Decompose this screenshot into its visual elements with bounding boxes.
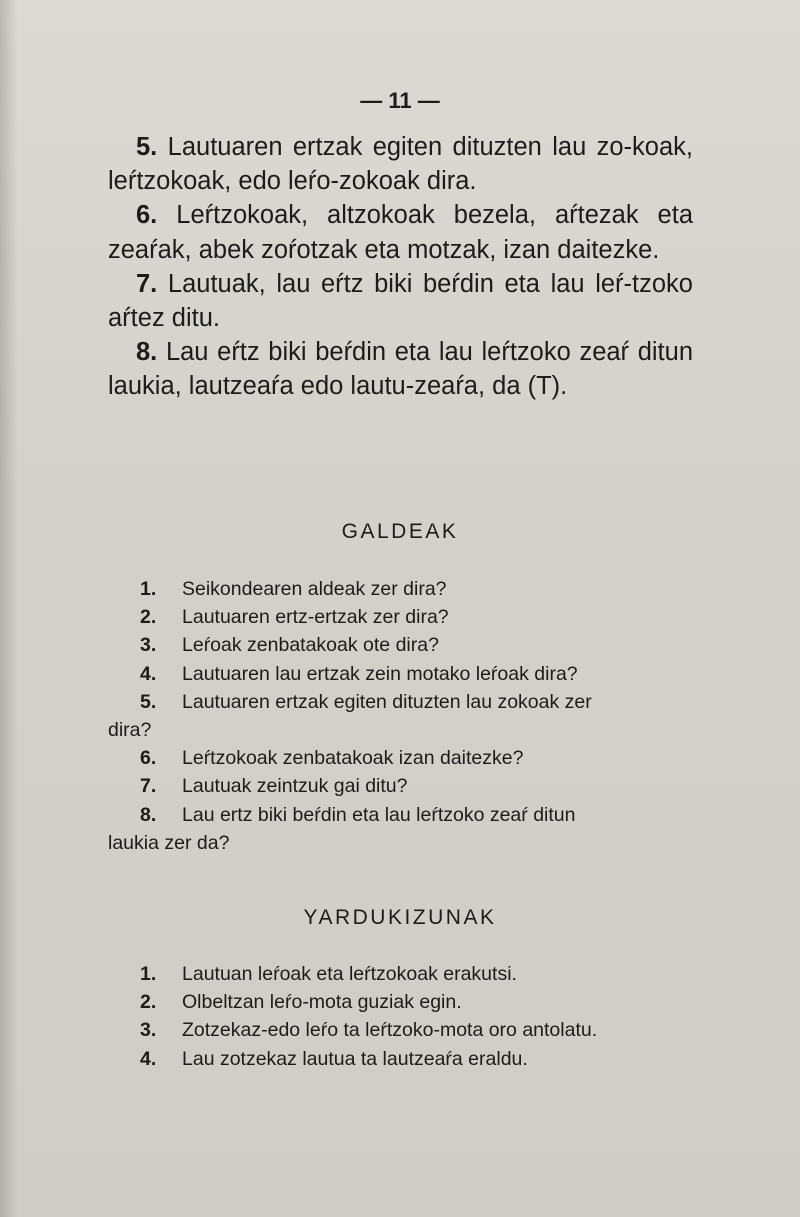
list-item xyxy=(108,1016,693,1044)
item-number: 5. xyxy=(140,690,157,713)
page-gutter-shadow xyxy=(0,0,18,1217)
paragraph-text: Leŕtzokoak, altzokoak bezela, aŕtezak eta zeaŕak, abek zoŕotzak eta motzak, izan daitezke. xyxy=(108,201,694,264)
item-number: 6. xyxy=(140,747,157,770)
item-number: 3. xyxy=(140,634,157,657)
paragraph-text: Lau eŕtz biki beŕdin eta lau leŕtzoko zeaŕ ditun laukia, lautzeaŕa edo lautu-zeaŕa, da (T). xyxy=(108,338,693,401)
definition-paragraph xyxy=(108,267,693,335)
paragraph-number: 8. xyxy=(136,338,158,367)
list-item xyxy=(108,1045,693,1073)
item-text: Lautuan leŕoak eta leŕtzokoak erakutsi. xyxy=(182,963,517,985)
definitions-section xyxy=(108,130,693,404)
list-item xyxy=(108,631,693,659)
item-number: 8. xyxy=(140,803,157,826)
questions-list xyxy=(108,575,693,857)
exercises-list xyxy=(108,960,693,1073)
list-item xyxy=(108,744,693,772)
item-text: Olbeltzan leŕo-mota guziak egin. xyxy=(182,991,462,1014)
definition-paragraph xyxy=(108,335,693,403)
list-item xyxy=(108,603,693,631)
item-text: Lautuaren ertz-ertzak zer dira? xyxy=(182,606,449,629)
item-number: 2. xyxy=(140,991,157,1014)
item-number: 2. xyxy=(140,606,157,629)
item-text: Zotzekaz-edo leŕo ta leŕtzoko-mota oro antolatu. xyxy=(182,1019,598,1042)
paragraph-number: 5. xyxy=(136,133,158,161)
list-item xyxy=(108,688,693,716)
item-text: Lautuaren lau ertzak zein motako leŕoak dira? xyxy=(182,662,578,685)
exercises-heading: YARDUKIZUNAK xyxy=(303,906,497,929)
paragraph-text: Lautuaren ertzak egiten dituzten lau zo-koak, leŕtzokoak, edo leŕo-zokoak dira. xyxy=(108,133,693,196)
item-text: Lautuaren ertzak egiten dituzten lau zokoak zer xyxy=(182,690,592,713)
item-number: 3. xyxy=(140,1019,157,1042)
item-number: 7. xyxy=(140,775,157,798)
item-text: Leŕtzokoak zenbatakoak izan daitezke? xyxy=(182,747,524,770)
item-text: Lau zotzekaz lautua ta lautzeaŕa eraldu. xyxy=(182,1047,528,1070)
paragraph-number: 7. xyxy=(136,269,158,298)
item-text: Leŕoak zenbatakoak ote dira? xyxy=(182,634,439,657)
paragraph-number: 6. xyxy=(136,201,158,230)
list-item xyxy=(108,772,693,800)
item-number: 4. xyxy=(140,662,157,685)
item-text: Seikondearen aldeak zer dira? xyxy=(182,578,447,600)
item-number: 4. xyxy=(140,1047,157,1070)
list-item xyxy=(108,988,693,1016)
page-number: — 11 — xyxy=(360,88,440,113)
item-text: Lautuak zeintzuk gai ditu? xyxy=(182,775,408,798)
questions-heading: GALDEAK xyxy=(341,520,459,543)
definition-paragraph xyxy=(108,198,693,266)
list-item xyxy=(108,660,693,688)
item-number: 1. xyxy=(140,578,157,600)
item-text: Lau ertz biki beŕdin eta lau leŕtzoko zeaŕ ditun xyxy=(182,803,576,826)
list-item-continuation: dira? xyxy=(108,719,152,742)
item-number: 1. xyxy=(140,963,157,985)
list-item xyxy=(108,960,693,988)
list-item-continuation: laukia zer da? xyxy=(108,831,230,854)
paragraph-text: Lautuak, lau eŕtz biki beŕdin eta lau leŕ-tzoko aŕtez ditu. xyxy=(108,269,693,333)
list-item xyxy=(108,801,693,829)
list-item xyxy=(108,575,693,603)
definition-paragraph xyxy=(108,130,693,198)
